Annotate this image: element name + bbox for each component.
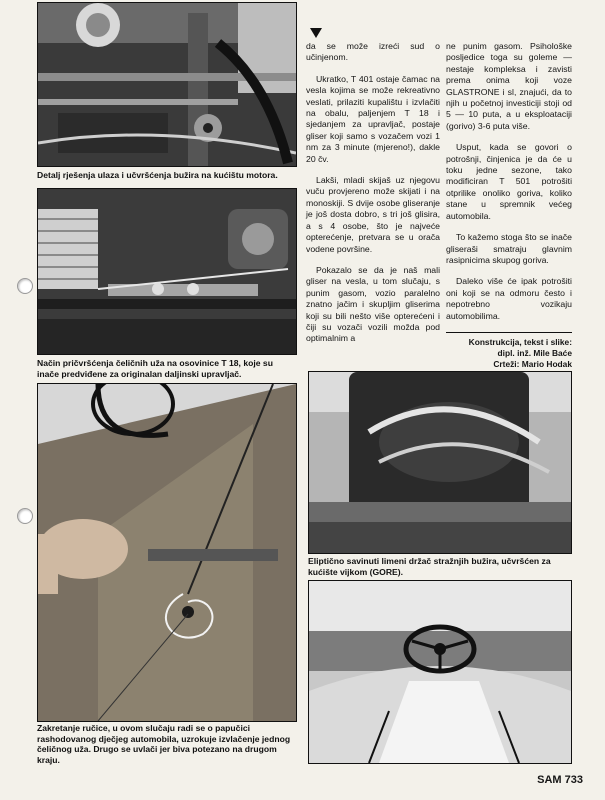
- photo-boat-steering-wheel: [308, 580, 572, 764]
- photo-cable-attachment: [37, 188, 297, 355]
- caption-photo1: Detalj rješenja ulaza i učvršćenja bužira na kućištu motora.: [37, 170, 278, 180]
- photo-rear-bracket: [308, 371, 572, 554]
- page-number: SAM 733: [537, 774, 583, 786]
- paragraph: da se može izreći sud o učinjenom.: [306, 41, 440, 63]
- caption-photo3: Zakretanje ručice, u ovom slučaju radi se o papučici rashodovanog dječjeg automobila, uzrokuje izvlačenje jednog čeličnog uža. Drugo se uvlači jer biva potezano na drugom kraju.: [37, 723, 291, 765]
- photo-engine-housing-detail: [37, 2, 297, 167]
- credits-line: Konstrukcija, tekst i slike:: [468, 336, 572, 347]
- divider: [446, 332, 572, 333]
- punch-hole-top: [17, 278, 33, 294]
- paragraph: Ukratko, T 401 ostaje čamac na vesla kojima se može rekreativno veslati, prilaziti kupalištu i izvlačiti na obalu, paljenjem T 18 i sjedanjem za upravljač, postaje gliser koji samo s vozačem vozi 1 nm za 3 minute (mjereno!), dakle 20 čv.: [306, 73, 440, 164]
- punch-hole-bottom: [17, 508, 33, 524]
- text-column-2: [446, 41, 572, 370]
- caption-photo2: Način pričvršćenja čeličnih uža na osovinice T 18, koje su inače predviđene za originalan daljinski upravljač.: [37, 358, 273, 379]
- text-column-1: [306, 41, 440, 355]
- paragraph: Lakši, mladi skijaš uz njegovu vuču provjereno može skijati i na monoskiji. S dvije osobe gliseranje je još dosta dobro, s tri još glisira, a s 4 osobe, što je najveće opterećenje, pretvara se u orača vodene površine.: [306, 175, 440, 254]
- photo-steering-lever: [37, 383, 297, 722]
- paragraph: To kažemo stoga što se inače gliseraši smatraju glavnim rasipnicima skupog goriva.: [446, 232, 572, 265]
- credits-illustrator: Crteži: Mario Hodak: [493, 358, 572, 369]
- paragraph: ne punim gasom. Psihološke posljedice toga su goleme — nestaje kompleksa i zavisti prema onima koji voze GLASTRONE i sl, znajući, da to njih u početnoj investiciji stoji od 5 — 10 puta, a u eksploataciji (gorivo) 3-6 puta više.: [446, 41, 572, 131]
- credits: [446, 337, 572, 370]
- paragraph: Usput, kada se govori o potrošnji, činjenica je da će u toku jedne sezone, tako modificiran T 501 potrošiti otprilike onoliko goriva, koliko stane u spremnik većeg automobila.: [446, 142, 572, 221]
- caption-photo4: Eliptično savinuti limeni držač stražnjih bužira, učvršćen za kućište vijkom (GORE).: [308, 556, 551, 577]
- continuation-arrow-icon: [310, 28, 322, 38]
- paragraph: Daleko više će ipak potrošiti oni koji se na odmoru često i nepotrebno vozikaju automobilima.: [446, 276, 572, 321]
- credits-author: dipl. inž. Mile Baće: [497, 347, 572, 358]
- paragraph: Pokazalo se da je naš mali gliser na vesla, u tom slučaju, s punim gasom, vozio paralelno znatno jačim i skupljim gliserima koji su bili nešto više opterećeni i čiji su vozači vozili možda pod optimalnim a: [306, 264, 440, 344]
